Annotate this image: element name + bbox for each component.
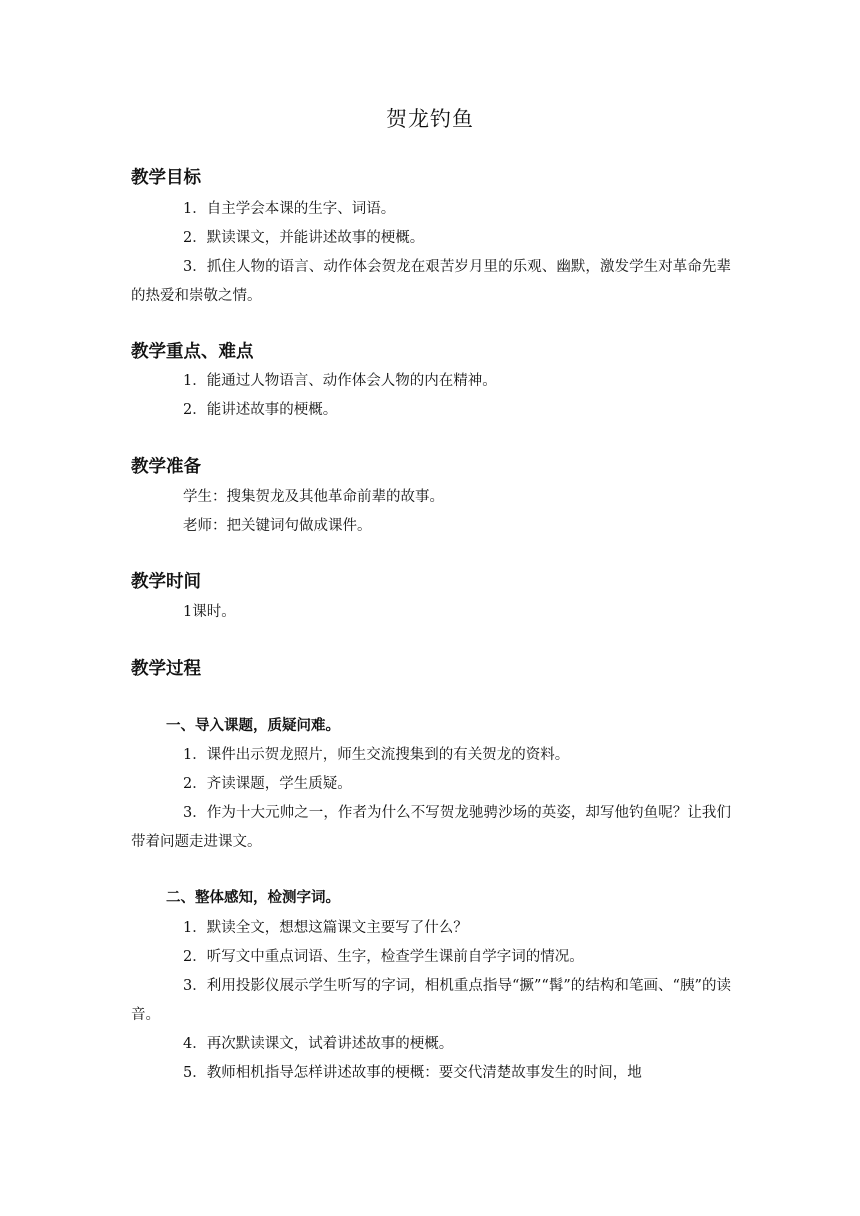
process-part2-item-3: 3．利用投影仪展示学生听写的字词，相机重点指导“撅”“髯”的结构和笔画、“胰”的读音。 <box>131 978 731 1023</box>
section-heading-process: 教学过程 <box>131 659 201 679</box>
process-part1-item-1: 1．课件出示贺龙照片，师生交流搜集到的有关贺龙的资料。 <box>183 747 570 763</box>
process-part1-item-3: 3．作为十大元帅之一，作者为什么不写贺龙驰骋沙场的英姿，却写他钓鱼呢？让我们带着问题走进课文。 <box>131 805 731 850</box>
section-heading-goals: 教学目标 <box>131 168 201 188</box>
section-heading-preparation: 教学准备 <box>131 457 201 477</box>
key-point-item-2: 2．能讲述故事的梗概。 <box>183 402 338 418</box>
process-part2-heading: 二、整体感知，检测字词。 <box>166 890 340 906</box>
document-title: 贺龙钓鱼 <box>386 107 474 131</box>
preparation-item-students: 学生：搜集贺龙及其他革命前辈的故事。 <box>183 489 444 505</box>
process-part2-item-5: 5．教师相机指导怎样讲述故事的梗概：要交代清楚故事发生的时间，地 <box>183 1065 642 1081</box>
process-part1-heading: 一、导入课题，质疑问难。 <box>166 718 340 734</box>
section-heading-key-points: 教学重点、难点 <box>131 342 254 362</box>
goal-item-2: 2．默读课文，并能讲述故事的梗概。 <box>183 230 425 246</box>
goal-item-1: 1．自主学会本课的生字、词语。 <box>183 201 396 217</box>
preparation-item-teacher: 老师：把关键词句做成课件。 <box>183 518 372 534</box>
process-part2-item-2: 2．听写文中重点词语、生字，检查学生课前自学字词的情况。 <box>183 949 584 965</box>
section-heading-time: 教学时间 <box>131 572 201 592</box>
process-part2-item-4: 4．再次默读课文，试着讲述故事的梗概。 <box>183 1036 454 1052</box>
process-part2-item-1: 1．默读全文，想想这篇课文主要写了什么？ <box>183 920 468 936</box>
process-part1-item-2: 2．齐读课题，学生质疑。 <box>183 776 352 792</box>
time-item: 1课时。 <box>183 604 236 620</box>
key-point-item-1: 1．能通过人物语言、动作体会人物的内在精神。 <box>183 373 497 389</box>
goal-item-3: 3．抓住人物的语言、动作体会贺龙在艰苦岁月里的乐观、幽默，激发学生对革命先辈的热爱和崇敬之情。 <box>131 259 731 304</box>
